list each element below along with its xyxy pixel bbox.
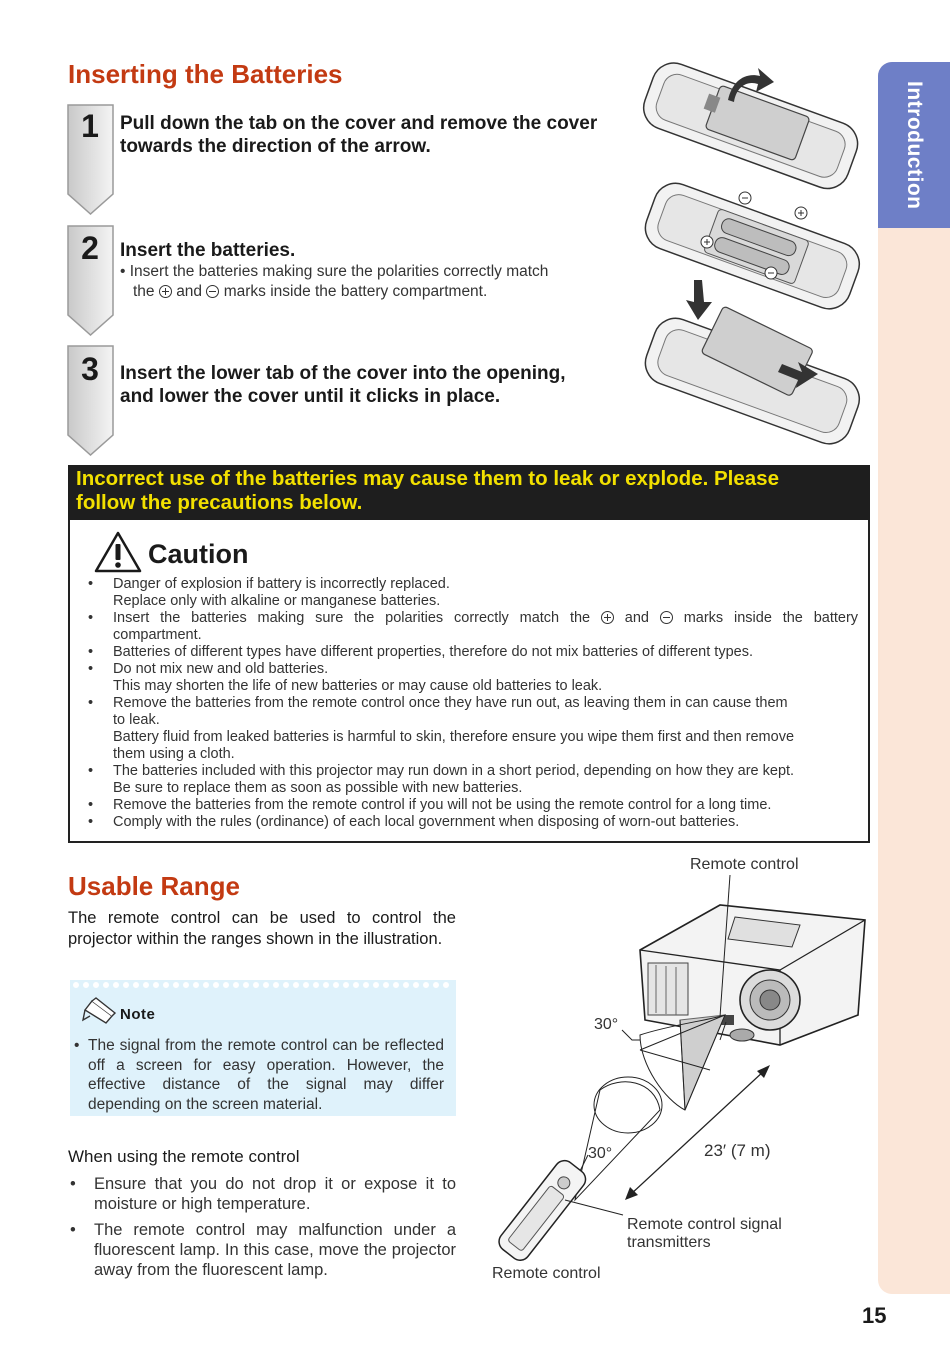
caution-line: • Remove the batteries from the remote control if you will not be using the remote control for a long time.: [113, 797, 772, 813]
usable-range-intro: The remote control can be used to control the projector within the ranges shown in the illustration.: [68, 909, 456, 948]
side-tab-label-wrap[interactable]: [878, 62, 950, 228]
step-3-title-line: and lower the cover until it clicks in place.: [120, 386, 501, 407]
step-2-text-post: marks inside the battery compartment.: [223, 283, 488, 300]
step-2-bullet: •: [120, 263, 126, 280]
warning-heading: [68, 465, 870, 520]
note-body: The signal from the remote control can be reflected off a screen for easy operation. However, the effective distance of the signal may differ depending on the screen material.: [88, 1037, 444, 1113]
usage-subheading: When using the remote control: [68, 1147, 300, 1166]
label-transmitters-line: transmitters: [627, 1234, 711, 1251]
minus-symbol-icon: [660, 611, 673, 624]
down-arrow-icon: [686, 280, 712, 320]
warning-triangle-icon: [93, 530, 143, 574]
note-dotted-border: [70, 980, 456, 990]
step-3-title: [120, 362, 565, 408]
warning-heading-line: follow the precautions below.: [76, 491, 363, 514]
caution-line: • Danger of explosion if battery is incorrectly replaced.: [113, 576, 450, 592]
label-transmitters-line: Remote control signal: [627, 1216, 782, 1233]
caution-title: Caution: [148, 539, 249, 569]
caution-item: [88, 797, 858, 814]
label-angle-bottom: 30°: [588, 1145, 613, 1162]
projector-drawing: [640, 905, 865, 1045]
remote-batteries-drawing: [639, 177, 865, 315]
usage-list: [68, 1174, 456, 1286]
step-3-number: 3: [81, 351, 99, 387]
pencil-note-icon: [82, 996, 118, 1024]
section-title-usable-range: Usable Range: [68, 871, 240, 901]
step-1-title-line: Pull down the tab on the cover and remove the cover: [120, 113, 598, 134]
step-3-title-line: Insert the lower tab of the cover into the opening,: [120, 363, 566, 384]
note-bullet: •: [74, 1037, 80, 1054]
caution-item: [88, 695, 858, 763]
caution-list: [88, 576, 858, 831]
step-2-number: 2: [81, 230, 99, 266]
remote-control-drawing: [495, 1157, 590, 1265]
step-1-title-line: towards the direction of the arrow.: [120, 136, 431, 157]
caution-line: Be sure to replace them as soon as possible with new batteries.: [113, 780, 523, 796]
caution-item: [88, 644, 858, 661]
note-text: [74, 1036, 444, 1114]
caution-line: Replace only with alkaline or manganese batteries.: [113, 593, 441, 609]
caution-line: [113, 610, 858, 627]
caution-line: compartment.: [113, 627, 202, 643]
caution-line: • Remove the batteries from the remote control once they have run out, as leaving them in can cause them: [113, 695, 788, 711]
note-label: Note: [120, 1006, 156, 1023]
caution-item: [88, 814, 858, 831]
label-remote-control-top: Remote control: [690, 856, 799, 873]
step-2-text: [120, 262, 625, 302]
page-number: 15: [862, 1303, 887, 1328]
side-strip: [878, 62, 950, 1294]
plus-symbol-icon: [601, 611, 614, 624]
caution-item: [88, 610, 858, 644]
side-tab-label[interactable]: Introduction: [903, 80, 926, 210]
label-distance: 23′ (7 m): [704, 1141, 771, 1160]
step-2-text-pre: the: [133, 283, 155, 300]
battery-insertion-illustration: [632, 62, 872, 457]
caution-line: • Comply with the rules (ordinance) of each local government when disposing of worn-out batteries.: [113, 814, 740, 830]
warning-heading-line: Incorrect use of the batteries may cause them to leak or explode. Please: [76, 467, 779, 490]
step-1-title: [120, 112, 597, 158]
caution-line: Battery fluid from leaked batteries is harmful to skin, therefore ensure you wipe them first and then remove: [113, 729, 795, 745]
caution-item: [88, 576, 858, 610]
caution-item: [88, 763, 858, 797]
step-2-text-mid: and: [176, 283, 203, 300]
caution-line: • The batteries included with this projector may run down in a short period, depending on how they are kept.: [113, 763, 795, 779]
caution-line: them using a cloth.: [113, 746, 235, 762]
minus-symbol-icon: [206, 285, 219, 298]
label-transmitters: [627, 1216, 782, 1252]
caution-item: [88, 661, 858, 695]
usage-item: • Ensure that you do not drop it or expose it to moisture or high temperature.: [68, 1174, 456, 1214]
caution-line: This may shorten the life of new batteries or may cause old batteries to leak.: [113, 678, 603, 694]
label-angle-top: 30°: [594, 1016, 619, 1033]
plus-symbol-icon: [159, 285, 172, 298]
caution-line: to leak.: [113, 712, 160, 728]
caution-line-post: marks inside the battery: [683, 610, 859, 626]
caution-line-mid: and: [624, 610, 649, 626]
caution-line: • Batteries of different types have different properties, therefore do not mix batteries of different types.: [113, 644, 753, 660]
caution-line: • Do not mix new and old batteries.: [113, 661, 329, 677]
step-2-text-line1: Insert the batteries making sure the polarities correctly match: [129, 263, 549, 280]
usage-item: • The remote control may malfunction under a fluorescent lamp. In this case, move the projector away from the fluorescent lamp.: [68, 1220, 456, 1280]
caution-line-pre: Insert the batteries making sure the polarities correctly match the: [113, 610, 591, 626]
section-title-inserting-batteries: Inserting the Batteries: [68, 59, 343, 89]
label-remote-control-bottom: Remote control: [492, 1265, 601, 1282]
step-2-title: Insert the batteries.: [120, 240, 296, 261]
step-1-number: 1: [81, 108, 99, 144]
